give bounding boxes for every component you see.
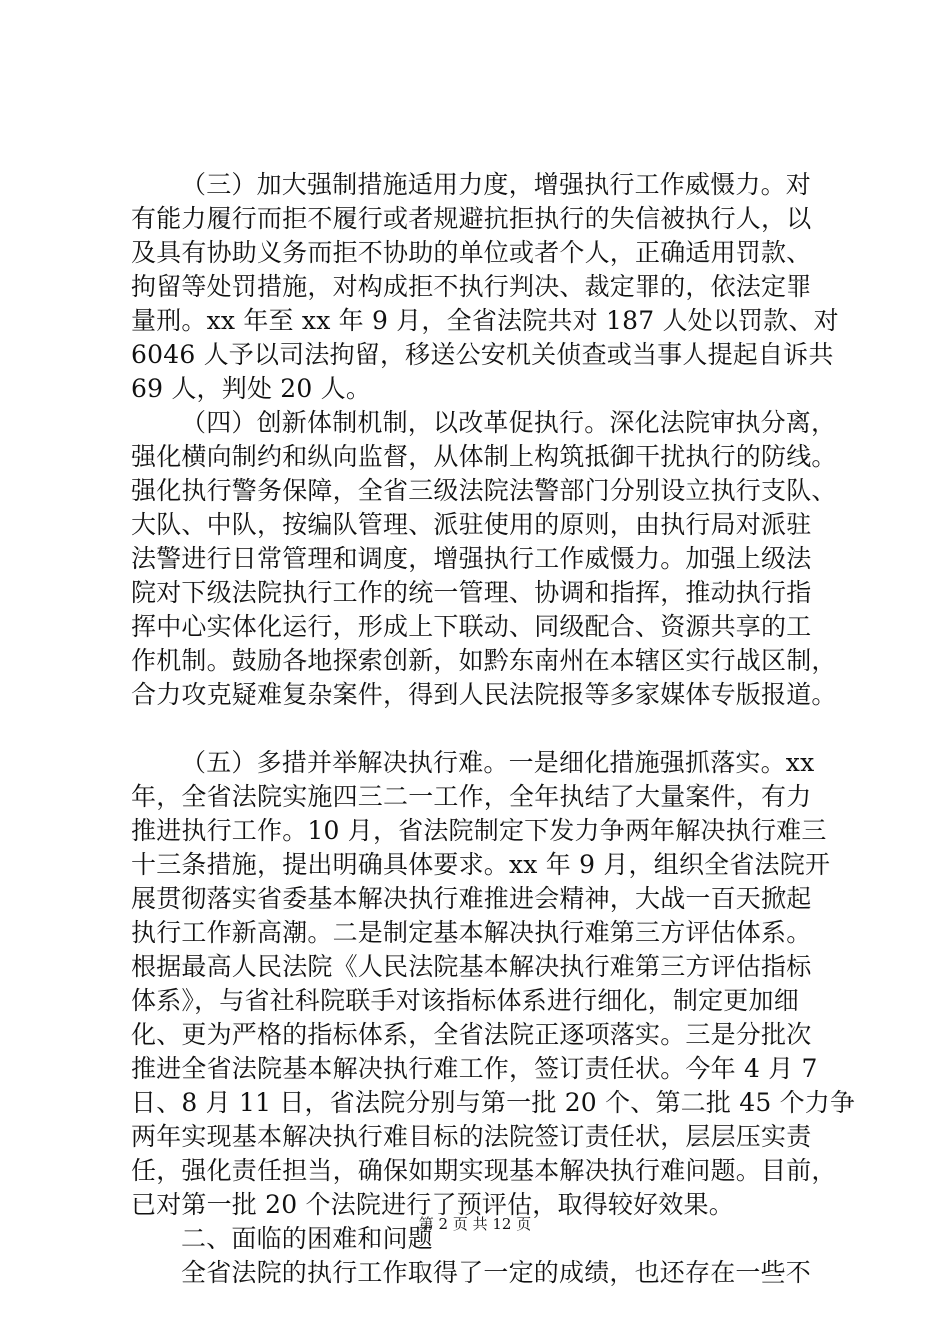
text-line: 体系》，与省社科院联手对该指标体系进行细化，制定更加细 [131,986,799,1015]
text-line: 院对下级法院执行工作的统一管理、协调和指挥，推动执行指 [131,578,812,607]
paragraph-4 [131,406,837,712]
text-line: 挥中心实体化运行，形成上下联动、同级配合、资源共享的工 [131,612,812,641]
text-line: （四）创新体制机制，以改革促执行。深化法院审执分离， [181,408,837,437]
text-line: 拘留等处罚措施，对构成拒不执行判决、裁定罪的，依法定罪 [131,272,812,301]
paragraph-3 [131,168,839,406]
text-line: 合力攻克疑难复杂案件，得到人民法院报等多家媒体专版报道。 [131,680,837,709]
text-line: 已对第一批 20 个法院进行了预评估，取得较好效果。 [131,1190,734,1219]
text-line: 化、更为严格的指标体系，全省法院正逐项落实。三是分批次 [131,1020,812,1049]
text-line: 推进执行工作。10 月，省法院制定下发力争两年解决执行难三 [131,816,827,845]
text-line: 推进全省法院基本解决执行难工作，签订责任状。今年 4 月 7 [131,1054,818,1083]
text-line: 任，强化责任担当，确保如期实现基本解决执行难问题。目前， [131,1156,837,1185]
text-line: （五）多措并举解决执行难。一是细化措施强抓落实。xx [181,748,815,777]
text-line: 量刑。xx 年至 xx 年 9 月，全省法院共对 187 人处以罚款、对 [131,306,839,335]
text-line: 作机制。鼓励各地探索创新，如黔东南州在本辖区实行战区制， [131,646,837,675]
page-number-footer: 第 2 页 共 12 页 [418,1215,532,1233]
text-line: 两年实现基本解决执行难目标的法院签订责任状，层层压实责 [131,1122,812,1151]
text-line: 十三条措施，提出明确具体要求。xx 年 9 月，组织全省法院开 [131,850,831,879]
text-line: 日、8 月 11 日，省法院分别与第一批 20 个、第二批 45 个力争 [131,1088,856,1117]
text-line: 大队、中队，按编队管理、派驻使用的原则，由执行局对派驻 [131,510,812,539]
text-line: 年，全省法院实施四三二一工作，全年执结了大量案件，有力 [131,782,812,811]
text-line: 根据最高人民法院《人民法院基本解决执行难第三方评估指标 [131,952,812,981]
text-line: 及具有协助义务而拒不协助的单位或者个人，正确适用罚款、 [131,238,812,267]
paragraph-6 [131,1256,831,1290]
text-line: 69 人，判处 20 人。 [131,374,372,403]
text-line: （三）加大强制措施适用力度，增强执行工作威慑力。对 [181,170,812,199]
text-line: 展贯彻落实省委基本解决执行难推进会精神，大战一百天掀起 [131,884,812,913]
text-line: 有能力履行而拒不履行或者规避抗拒执行的失信被执行人，以 [131,204,812,233]
text-line: 法警进行日常管理和调度，增强执行工作威慑力。加强上级法 [131,544,812,573]
document-body [131,168,856,1290]
text-line: 执行工作新高潮。二是制定基本解决执行难第三方评估体系。 [131,918,812,947]
text-line: 强化横向制约和纵向监督，从体制上构筑抵御干扰执行的防线。 [131,442,837,471]
paragraph-5 [131,746,856,1222]
text-line: 6046 人予以司法拘留，移送公安机关侦查或当事人提起自诉共 [131,340,834,369]
section-heading: 二、面临的困难和问题 [181,1224,434,1253]
text-line: 强化执行警务保障，全省三级法院法警部门分别设立执行支队、 [131,476,837,505]
text-line: 全省法院的执行工作取得了一定的成绩，也还存在一些不 [181,1258,812,1287]
paragraph-gap [131,712,831,746]
